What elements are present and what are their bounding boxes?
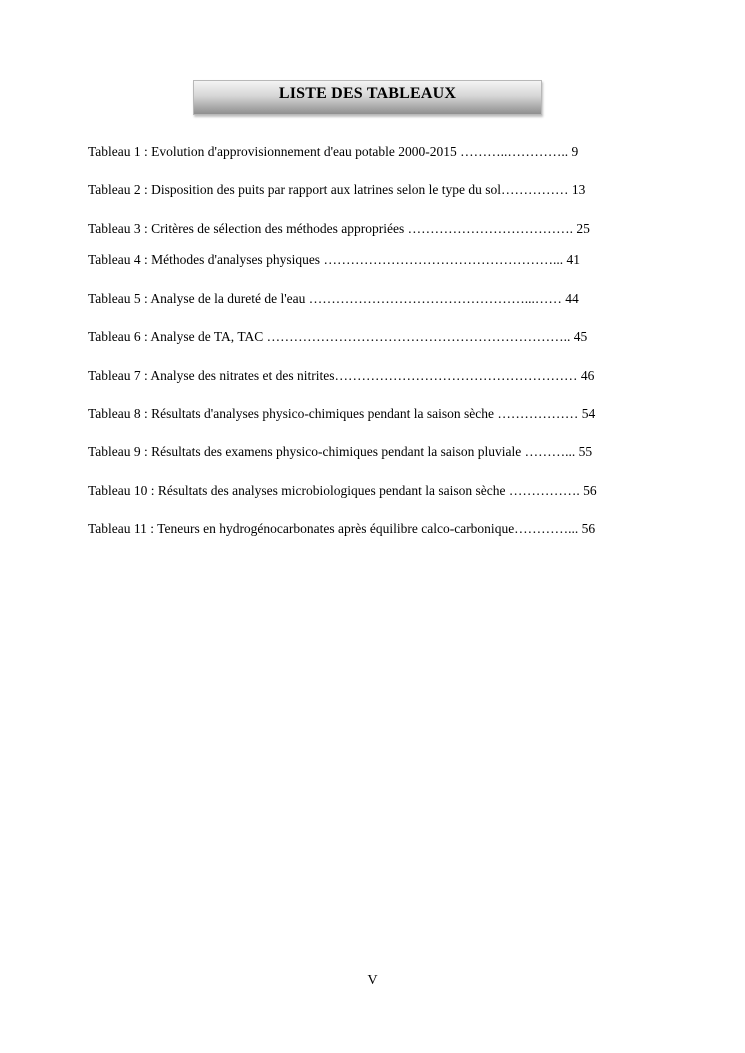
- toc-entry-tableau-3: Tableau 3 : Critères de sélection des méthodes appropriées ………………………………. 25: [88, 221, 590, 236]
- toc-entry-tableau-1: Tableau 1 : Evolution d'approvisionnement d'eau potable 2000-2015 ………..………….. 9: [88, 144, 579, 159]
- toc-entry-tableau-5: Tableau 5 : Analyse de la dureté de l'eau …………………………………………...…… 44: [88, 291, 579, 306]
- toc-entry-tableau-8: Tableau 8 : Résultats d'analyses physico-chimiques pendant la saison sèche ……………… 54: [88, 406, 596, 421]
- toc-entry-tableau-4: Tableau 4 : Méthodes d'analyses physiques ……………………………………………... 41: [88, 252, 580, 267]
- toc-entry-tableau-11: Tableau 11 : Teneurs en hydrogénocarbonates après équilibre calco-carbonique…………... 56: [88, 521, 596, 536]
- page-title: LISTE DES TABLEAUX: [278, 85, 457, 102]
- toc-entry-tableau-6: Tableau 6 : Analyse de TA, TAC ………………………………………………………….. 45: [88, 329, 588, 344]
- toc-entry-tableau-7: Tableau 7 : Analyse des nitrates et des nitrites……………………………………………… 46: [88, 368, 595, 383]
- page-number: V: [367, 973, 378, 988]
- toc-entry-tableau-2: Tableau 2 : Disposition des puits par rapport aux latrines selon le type du sol…………… 13: [88, 182, 586, 197]
- toc-entry-tableau-10: Tableau 10 : Résultats des analyses microbiologiques pendant la saison sèche ……………. 56: [88, 483, 597, 498]
- title-banner: [193, 80, 542, 115]
- toc-entry-tableau-9: Tableau 9 : Résultats des examens physico-chimiques pendant la saison pluviale ………... 55: [88, 444, 593, 459]
